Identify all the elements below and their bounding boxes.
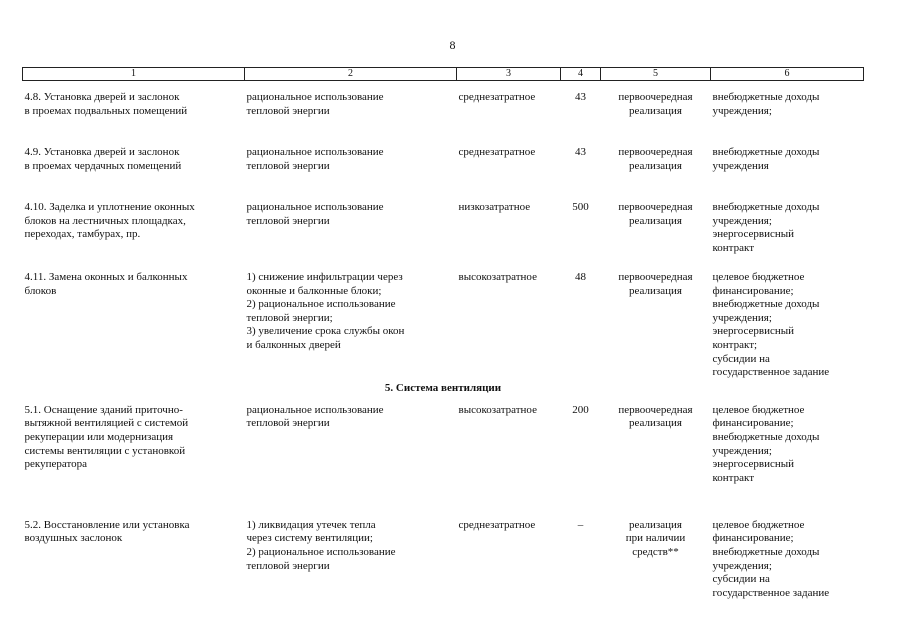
cell-line: 2) рациональное использование — [246, 298, 396, 311]
cell-line: внебюджетные доходы — [712, 91, 820, 103]
cell-line: контракт — [712, 471, 755, 484]
cell-line: первоочередная — [618, 91, 693, 103]
cell-line: средств** — [632, 545, 679, 558]
cell-line: реализация — [629, 104, 682, 117]
cell-line: 4.9. Установка дверей и заслонок — [24, 146, 180, 158]
cell-line: тепловой энергии — [246, 159, 330, 172]
cell-line: первоочередная — [618, 201, 693, 213]
cell-line: учреждения; — [712, 559, 772, 572]
cell-line: 43 — [575, 146, 586, 158]
cell-line: реализация — [629, 417, 682, 430]
cell-line: контракт; — [712, 338, 758, 351]
cell-c1 — [23, 138, 245, 193]
cell-line: реализация — [629, 518, 682, 531]
col-number: 3 — [457, 68, 561, 81]
cell-line: среднезатратное — [458, 91, 536, 103]
cell-line: тепловой энергии — [246, 417, 330, 430]
cell-line: рациональное использование — [246, 201, 384, 213]
col-number: 1 — [23, 68, 245, 81]
cell-line: 200 — [572, 403, 589, 416]
cell-c4 — [561, 263, 601, 380]
cell-line: целевое бюджетное — [712, 518, 805, 531]
page-number: 8 — [449, 38, 456, 52]
cell-c3 — [457, 396, 561, 511]
cell-line: 43 — [575, 91, 586, 103]
table-row — [23, 193, 864, 263]
cell-line: 5.2. Восстановление или установка — [24, 518, 190, 531]
cell-line: 4.10. Заделка и уплотнение оконных — [24, 201, 195, 213]
cell-line: вытяжной вентиляцией с системой — [24, 417, 189, 430]
cell-c5 — [601, 396, 711, 511]
cell-line: учреждения — [712, 159, 769, 172]
cell-line: внебюджетные доходы — [712, 201, 820, 213]
cell-c4 — [561, 138, 601, 193]
cell-c6 — [711, 138, 864, 193]
cell-line: рациональное использование — [246, 146, 384, 158]
cell-line: целевое бюджетное — [712, 271, 805, 283]
cell-line: 1) ликвидация утечек тепла — [246, 518, 376, 531]
cell-line: воздушных заслонок — [24, 532, 123, 545]
cell-c3 — [457, 263, 561, 380]
cell-line: государственное задание — [712, 586, 830, 599]
cell-line: низкозатратное — [458, 201, 531, 213]
cell-line: среднезатратное — [458, 146, 536, 158]
cell-line: финансирование; — [712, 284, 794, 297]
cell-line: в проемах чердачных помещений — [24, 159, 182, 172]
cell-line: первоочередная — [618, 271, 693, 283]
cell-line: внебюджетные доходы — [712, 430, 820, 443]
cell-line: учреждения; — [712, 214, 772, 227]
cell-c3 — [457, 511, 561, 601]
cell-line: среднезатратное — [458, 518, 536, 531]
cell-c1 — [23, 263, 245, 380]
col-number: 2 — [245, 68, 457, 81]
cell-line: блоков — [24, 284, 57, 297]
cell-line: 3) увеличение срока службы окон — [246, 325, 405, 338]
cell-line: 5.1. Оснащение зданий приточно- — [24, 403, 183, 416]
cell-line: через систему вентиляции; — [246, 532, 373, 545]
cell-line: 500 — [572, 201, 589, 213]
cell-c2 — [245, 263, 457, 380]
cell-line: субсидии на — [712, 352, 770, 365]
cell-line: внебюджетные доходы — [712, 146, 820, 158]
cell-line: реализация — [629, 159, 682, 172]
cell-line: государственное задание — [712, 366, 830, 379]
cell-c2 — [245, 193, 457, 263]
cell-c4 — [561, 193, 601, 263]
cell-c6 — [711, 263, 864, 380]
cell-line: учреждения; — [712, 311, 772, 324]
cell-c6 — [711, 193, 864, 263]
cell-line: финансирование; — [712, 532, 794, 545]
cell-c1 — [23, 396, 245, 511]
cell-c4 — [561, 81, 601, 139]
cell-c1 — [23, 511, 245, 601]
col-number: 6 — [711, 68, 864, 81]
cell-line: – — [577, 518, 584, 531]
cell-line: финансирование; — [712, 417, 794, 430]
cell-line: внебюджетные доходы — [712, 545, 820, 558]
cell-line: системы вентиляции с установкой — [24, 444, 186, 457]
cell-line: рекуперации или модернизация — [24, 430, 174, 443]
cell-c1 — [23, 81, 245, 139]
cell-c4 — [561, 396, 601, 511]
cell-c6 — [711, 81, 864, 139]
cell-c3 — [457, 81, 561, 139]
cell-line: реализация — [629, 214, 682, 227]
table-row — [23, 396, 864, 511]
cell-line: целевое бюджетное — [712, 403, 805, 416]
cell-line: рациональное использование — [246, 403, 384, 416]
cell-c1 — [23, 193, 245, 263]
cell-line: реализация — [629, 284, 682, 297]
cell-c2 — [245, 511, 457, 601]
cell-line: переходах, тамбурах, пр. — [24, 228, 141, 241]
table-row — [23, 81, 864, 139]
col-number: 4 — [561, 68, 601, 81]
table-row — [23, 511, 864, 601]
cell-line: энергосервисный — [712, 228, 795, 241]
cell-line: 48 — [575, 271, 586, 283]
cell-c3 — [457, 138, 561, 193]
cell-c6 — [711, 511, 864, 601]
cell-line: рациональное использование — [246, 91, 384, 103]
cell-line: блоков на лестничных площадках, — [24, 214, 186, 227]
cell-c5 — [601, 263, 711, 380]
cell-line: тепловой энергии; — [246, 311, 333, 324]
cell-c5 — [601, 138, 711, 193]
table-row — [23, 138, 864, 193]
col-number: 5 — [601, 68, 711, 81]
cell-c3 — [457, 193, 561, 263]
cell-c5 — [601, 511, 711, 601]
cell-line: рекуператора — [24, 458, 87, 471]
cell-line: энергосервисный — [712, 325, 795, 338]
cell-c4 — [561, 511, 601, 601]
cell-c6 — [711, 396, 864, 511]
cell-c2 — [245, 138, 457, 193]
cell-line: высокозатратное — [458, 271, 537, 283]
cell-line: учреждения; — [712, 444, 772, 457]
cell-c5 — [601, 81, 711, 139]
cell-line: внебюджетные доходы — [712, 298, 820, 311]
cell-line: контракт — [712, 241, 755, 254]
cell-c2 — [245, 81, 457, 139]
cell-line: первоочередная — [618, 403, 693, 416]
cell-line: тепловой энергии — [246, 104, 330, 117]
cell-line: 4.11. Замена оконных и балконных — [24, 271, 188, 283]
cell-line: и балконных дверей — [246, 338, 341, 351]
cell-line: тепловой энергии — [246, 214, 330, 227]
cell-line: в проемах подвальных помещений — [24, 104, 188, 117]
cell-line: тепловой энергии — [246, 559, 330, 572]
cell-c2 — [245, 396, 457, 511]
cell-line: первоочередная — [618, 146, 693, 158]
column-number-row — [23, 68, 864, 81]
table-row — [23, 263, 864, 380]
measures-table — [22, 67, 864, 600]
cell-line: субсидии на — [712, 573, 770, 586]
section-title: 5. Система вентиляции — [384, 381, 502, 394]
cell-line: высокозатратное — [458, 403, 537, 416]
cell-line: оконные и балконные блоки; — [246, 284, 382, 297]
cell-c5 — [601, 193, 711, 263]
cell-line: 4.8. Установка дверей и заслонок — [24, 91, 180, 103]
cell-line: 2) рациональное использование — [246, 545, 396, 558]
cell-line: энергосервисный — [712, 458, 795, 471]
section-row — [23, 380, 864, 396]
cell-line: учреждения; — [712, 104, 772, 117]
cell-line: при наличии — [625, 532, 686, 545]
cell-line: 1) снижение инфильтрации через — [246, 271, 403, 283]
